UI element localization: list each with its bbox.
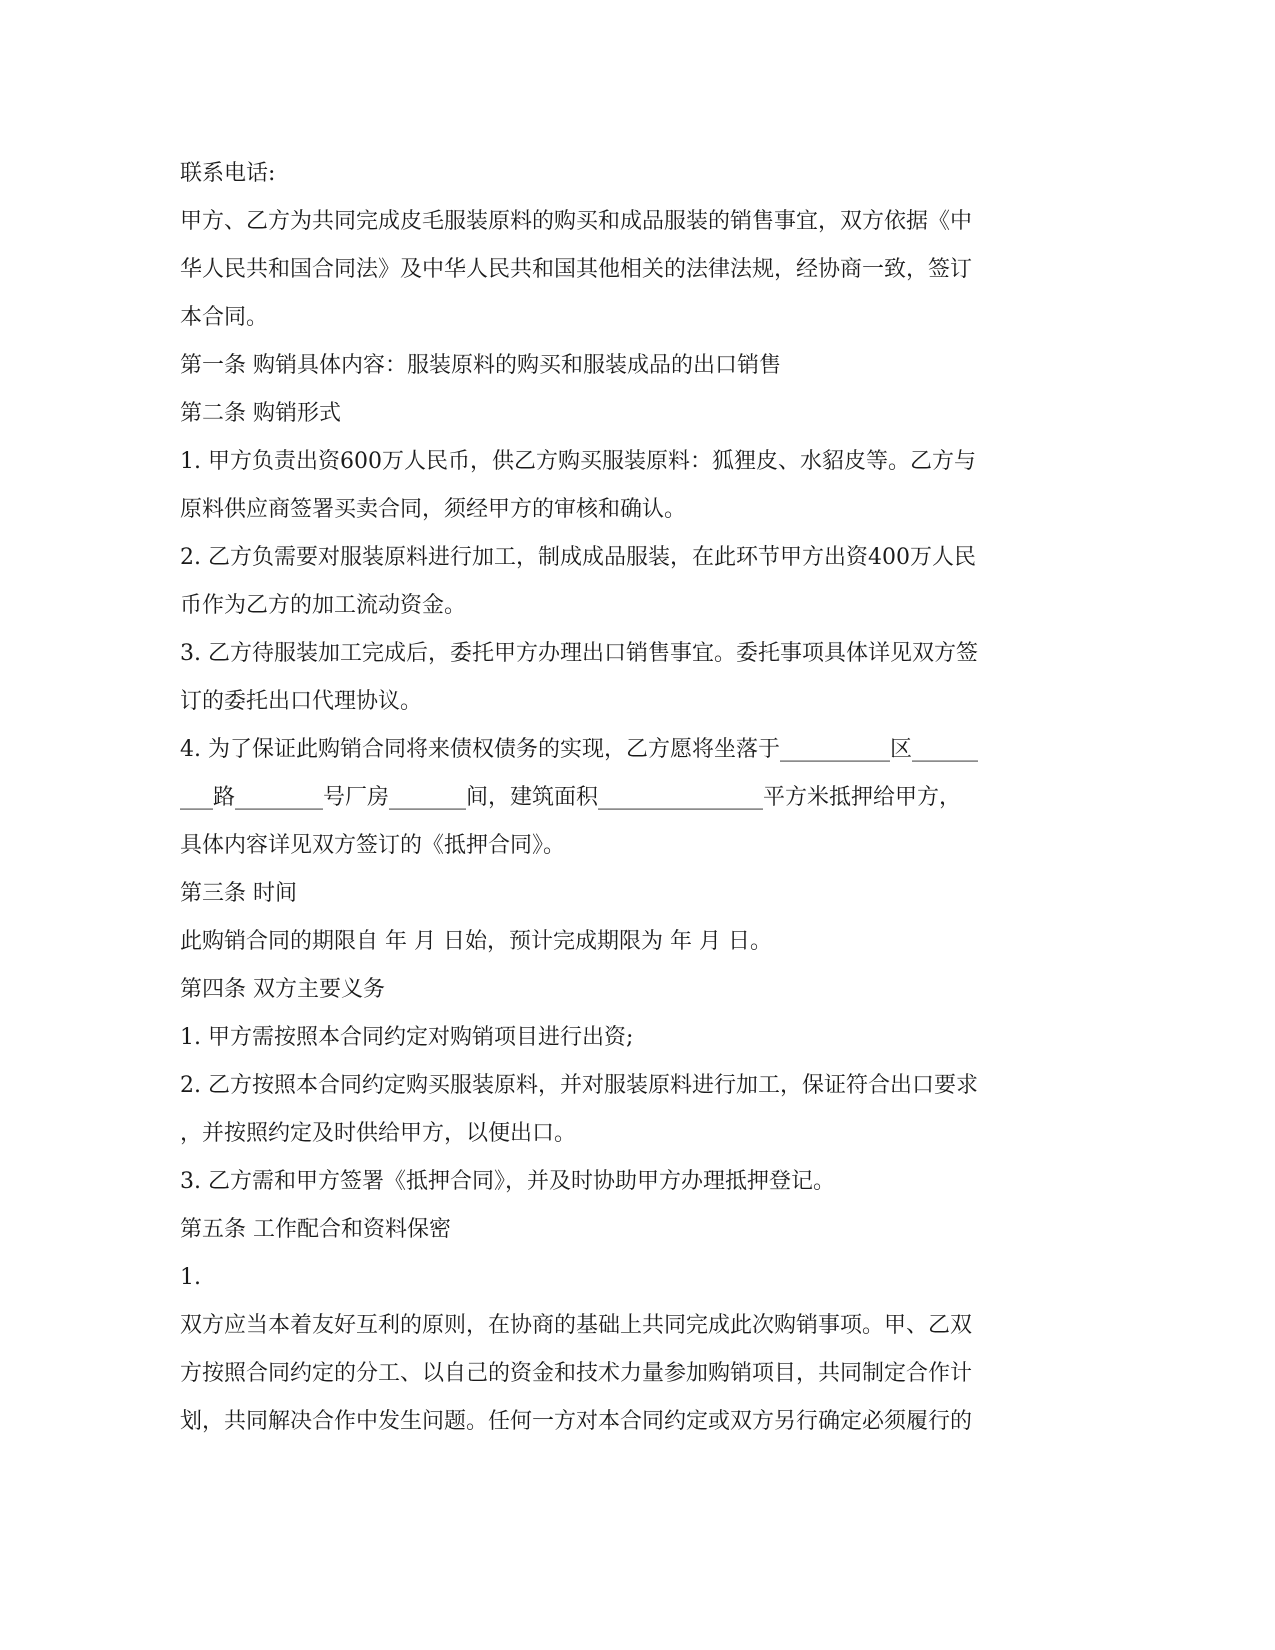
- article-5-item-number: 1.: [180, 1265, 201, 1290]
- contract-body: [180, 150, 1050, 1446]
- preamble-line: 本合同。: [180, 305, 269, 330]
- preamble-line: 华人民共和国合同法》及中华人民共和国其他相关的法律法规，经协商一致，签订: [180, 257, 973, 282]
- article-2-item-1: 1. 甲方负责出资600万人民币，供乙方购买服装原料：狐狸皮、水貂皮等。乙方与: [180, 449, 976, 474]
- article-3-body: 此购销合同的期限自 年 月 日始，预计完成期限为 年 月 日。: [180, 929, 772, 954]
- article-2-item-1: 原料供应商签署买卖合同，须经甲方的审核和确认。: [180, 497, 687, 522]
- article-4-item-2: ，并按照约定及时供给甲方，以便出口。: [180, 1121, 577, 1146]
- article-2-item-2: 2. 乙方负需要对服装原料进行加工，制成成品服装，在此环节甲方出资400万人民: [180, 545, 976, 570]
- article-4-item-1: 1. 甲方需按照本合同约定对购销项目进行出资;: [180, 1025, 634, 1050]
- article-1-heading: 第一条 购销具体内容：服装原料的购买和服装成品的出口销售: [180, 353, 781, 378]
- article-5-item-1: 双方应当本着友好互利的原则，在协商的基础上共同完成此次购销事项。甲、乙双: [180, 1313, 973, 1338]
- article-4-item-3: 3. 乙方需和甲方签署《抵押合同》，并及时协助甲方办理抵押登记。: [180, 1169, 835, 1194]
- article-5-heading: 第五条 工作配合和资料保密: [180, 1217, 451, 1242]
- article-4-heading: 第四条 双方主要义务: [180, 977, 385, 1002]
- article-5-item-1: 划，共同解决合作中发生问题。任何一方对本合同约定或双方另行确定必须履行的: [180, 1409, 973, 1434]
- article-2-item-3: 3. 乙方待服装加工完成后，委托甲方办理出口销售事宜。委托事项具体详见双方签: [180, 641, 978, 666]
- article-2-item-4: 具体内容详见双方签订的《抵押合同》。: [180, 833, 566, 858]
- article-2-heading: 第二条 购销形式: [180, 401, 341, 426]
- article-2-item-4: 4. 为了保证此购销合同将来债权债务的实现，乙方愿将坐落于__________区______: [180, 737, 978, 762]
- article-2-item-4: ___路________号厂房_______间，建筑面积_______________平方米抵押给甲方，: [180, 785, 962, 810]
- article-3-heading: 第三条 时间: [180, 881, 297, 906]
- article-4-item-2: 2. 乙方按照本合同约定购买服装原料，并对服装原料进行加工，保证符合出口要求: [180, 1073, 978, 1098]
- article-5-item-1: 方按照合同约定的分工、以自己的资金和技术力量参加购销项目，共同制定合作计: [180, 1361, 973, 1386]
- contact-phone-label: 联系电话:: [180, 161, 276, 186]
- article-2-item-3: 订的委托出口代理协议。: [180, 689, 423, 714]
- preamble-line: 甲方、乙方为共同完成皮毛服装原料的购买和成品服装的销售事宜，双方依据《中: [180, 209, 973, 234]
- article-2-item-2: 币作为乙方的加工流动资金。: [180, 593, 467, 618]
